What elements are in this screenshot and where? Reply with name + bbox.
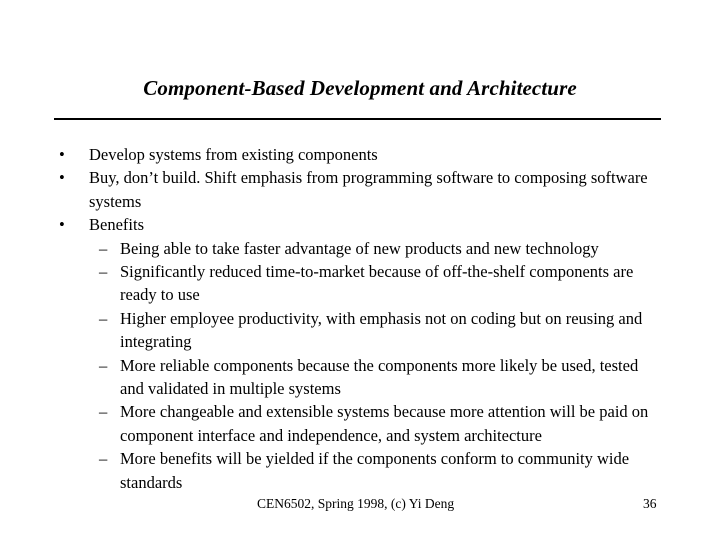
dash-marker: – bbox=[99, 402, 108, 422]
sub-bullet-text: More reliable components because the components more likely be used, tested and validated in multiple systems bbox=[120, 355, 639, 399]
dash-marker: – bbox=[99, 262, 108, 282]
bullet-text: Develop systems from existing components bbox=[89, 145, 378, 164]
dash-marker: – bbox=[99, 449, 108, 469]
bullet-marker: • bbox=[59, 145, 65, 164]
slide-title: Component-Based Development and Architecture bbox=[143, 76, 577, 100]
bullet-list bbox=[0, 143, 720, 494]
bullet-item bbox=[0, 143, 660, 166]
bullet-text: Benefits bbox=[89, 215, 144, 235]
page-number: 36 bbox=[643, 496, 657, 511]
sub-bullet-text: More benefits will be yielded if the components conform to community wide standards bbox=[120, 449, 630, 492]
sub-bullet-text: Higher employee productivity, with emphasis not on coding but on reusing and integrating bbox=[120, 308, 643, 352]
bullet-text: Buy, don’t build. Shift emphasis from programming software to composing software systems bbox=[89, 168, 648, 211]
sub-bullet-item bbox=[0, 307, 665, 354]
slide-footer: CEN6502, Spring 1998, (c) Yi Deng bbox=[257, 496, 455, 511]
sub-bullet-text: Being able to take faster advantage of new products and new technology bbox=[120, 238, 599, 258]
sub-bullet-item bbox=[0, 260, 665, 307]
sub-bullet-item bbox=[0, 237, 665, 260]
dash-marker: – bbox=[99, 308, 108, 328]
bullet-marker: • bbox=[59, 215, 65, 235]
bullet-item bbox=[0, 213, 660, 236]
bullet-marker: • bbox=[59, 168, 65, 188]
sub-bullet-item bbox=[0, 447, 665, 494]
title-divider bbox=[54, 118, 661, 120]
dash-marker: – bbox=[99, 355, 108, 375]
bullet-item bbox=[0, 166, 660, 213]
sub-bullet-item bbox=[0, 400, 665, 447]
sub-bullet-item bbox=[0, 354, 665, 401]
dash-marker: – bbox=[99, 238, 108, 258]
sub-bullet-text: More changeable and extensible systems because more attention will be paid on component interface and independence, and system architecture bbox=[120, 402, 649, 445]
sub-bullet-text: Significantly reduced time-to-market because of off-the-shelf components are ready to use bbox=[120, 262, 634, 305]
